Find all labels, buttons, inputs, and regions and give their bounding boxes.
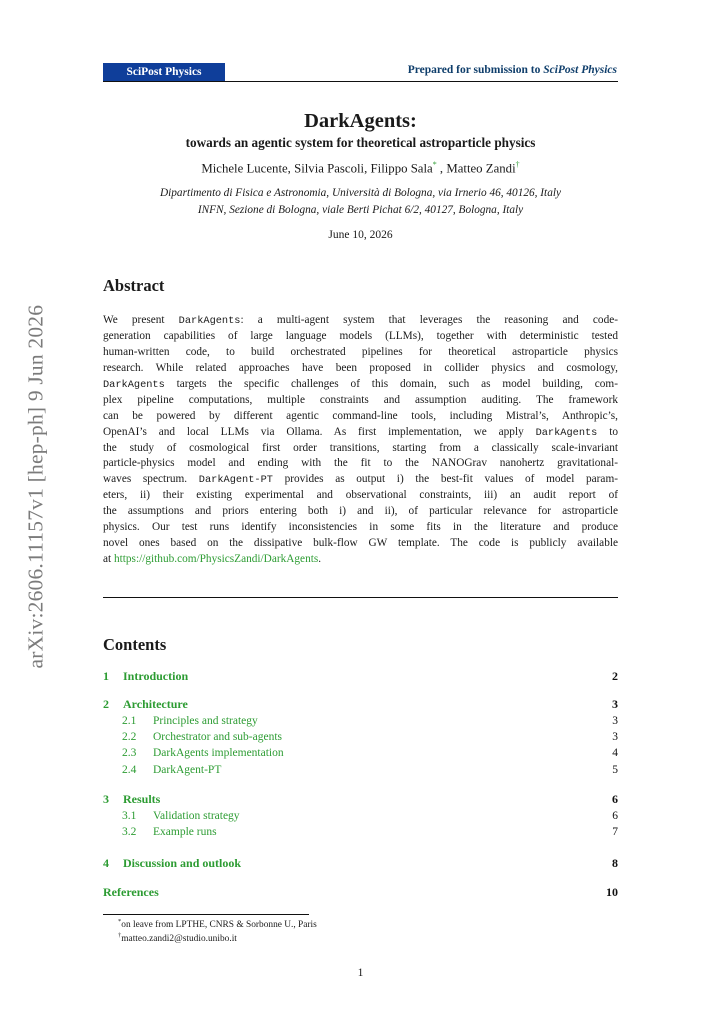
toc-entry-page: 6 — [612, 810, 618, 822]
toc-entry-label[interactable] — [122, 715, 258, 727]
paper-date: June 10, 2026 — [328, 229, 393, 241]
toc-entry-page: 3 — [612, 715, 618, 727]
abstract-text: research. While related approaches have been proposed in collider physics and cosmology, — [103, 361, 618, 374]
toc-entry-label[interactable] — [103, 856, 241, 871]
toc-entry-title[interactable]: Introduction — [123, 669, 189, 683]
toc-entry-number: 2.3 — [122, 747, 137, 759]
abstract-text: to — [597, 425, 618, 438]
code-name: DarkAgents — [103, 378, 165, 391]
toc-entry-label[interactable] — [122, 764, 221, 776]
toc-entry-page: 10 — [606, 885, 618, 899]
toc-subsection[interactable] — [122, 826, 618, 838]
page-number: 1 — [357, 967, 364, 979]
abstract-text: waves spectrum. — [103, 473, 199, 486]
toc-section[interactable] — [103, 697, 618, 712]
abstract-line — [103, 504, 618, 520]
abstract-line — [103, 409, 618, 425]
abstract-text: novel ones based on the dissipative bulk-flow GW template. The code is publicly available — [103, 537, 618, 550]
toc-entry-number: 2.4 — [122, 764, 137, 776]
toc-entry-title[interactable]: Orchestrator and sub-agents — [153, 731, 283, 743]
toc-section[interactable] — [103, 856, 618, 871]
abstract-line — [103, 393, 618, 409]
toc-entry-number: 1 — [103, 669, 109, 683]
prepared-for-submission — [408, 64, 617, 76]
toc-section[interactable] — [103, 792, 618, 807]
abstract-text: physics. Our test runs identify inconsistencies in some fits in the literature and produce — [103, 521, 618, 534]
abstract-text: generation capabilities of large language models (LLMs), together with deterministic tested — [103, 329, 618, 342]
contents-heading: Contents — [103, 635, 167, 654]
code-name: DarkAgent-PT — [198, 474, 273, 487]
abstract-text: : a multi-agent system that leverages the reasoning and code- — [240, 314, 618, 326]
toc-entry-page: 3 — [612, 697, 618, 711]
toc-entry-page: 3 — [612, 731, 618, 743]
author-name: Michele Lucente, — [201, 161, 295, 176]
abstract-line — [103, 456, 618, 472]
abstract-line — [103, 552, 618, 568]
github-link[interactable]: https://github.com/PhysicsZandi/DarkAgents — [113, 553, 319, 566]
toc-entry-title[interactable]: Results — [123, 792, 161, 806]
paper-title: DarkAgents: — [304, 110, 417, 132]
toc-entry-title[interactable]: References — [103, 885, 159, 899]
prepared-prefix: Prepared for submission to — [407, 64, 541, 76]
code-name: DarkAgents — [535, 426, 598, 439]
toc-entry-number: 2.2 — [122, 731, 137, 743]
toc-entry-number: 2.1 — [122, 715, 137, 727]
paper-subtitle: towards an agentic system for theoretical astroparticle physics — [185, 135, 536, 150]
toc-section[interactable] — [103, 669, 618, 684]
abstract-text: the study of cosmological first order transitions, starting from a classically scale-invariant — [103, 441, 618, 454]
footnote-text: matteo.zandi2@studio.unibo.it — [121, 934, 237, 945]
abstract-line — [103, 313, 618, 329]
toc-entry-title[interactable]: Validation strategy — [153, 810, 240, 822]
affiliation-1: Dipartimento di Fisica e Astronomia, Università di Bologna, via Irnerio 46, 40126, Italy — [159, 187, 561, 199]
toc-entry-label[interactable] — [103, 697, 188, 712]
author-list — [103, 160, 618, 176]
abstract-line — [103, 441, 618, 457]
abstract-line — [103, 425, 618, 441]
abstract-line — [103, 472, 618, 488]
toc-entry-label[interactable] — [122, 826, 217, 838]
abstract-text: human-written code, to build orchestrated pipelines for theoretical astroparticle physics — [103, 345, 618, 358]
abstract-body — [103, 313, 618, 568]
abstract-text: can be powered by different agentic command-line tools, including Mistral’s, Anthropic’s, — [103, 409, 618, 422]
toc-entry-page: 8 — [612, 856, 618, 870]
toc-entry-label[interactable] — [103, 885, 159, 900]
abstract-line — [103, 377, 618, 393]
toc-entry-page: 4 — [612, 747, 618, 759]
toc-entry-title[interactable]: Architecture — [123, 697, 188, 711]
author-name: Filippo Sala — [370, 161, 433, 176]
footnote — [118, 932, 237, 944]
toc-subsection[interactable] — [122, 764, 618, 776]
toc-entry-title[interactable]: DarkAgents implementation — [153, 747, 284, 759]
abstract-text: provides as output i) the best-fit values of model param- — [272, 473, 618, 486]
author-footnote-mark[interactable]: † — [515, 160, 520, 169]
toc-entry-page: 7 — [612, 826, 618, 838]
footnote-text: on leave from LPTHE, CNRS & Sorbonne U., Paris — [121, 920, 317, 931]
abstract-text: OpenAI’s and local LLMs via Ollama. As first implementation, we apply — [103, 425, 536, 438]
header-rule — [103, 81, 618, 82]
toc-entry-number: 2 — [103, 697, 109, 711]
toc-entry-label[interactable] — [122, 731, 282, 743]
toc-entry-label[interactable] — [103, 792, 160, 807]
toc-entry-number: 3 — [103, 792, 109, 806]
toc-entry-label[interactable] — [122, 810, 240, 822]
abstract-text: eters, ii) their existing experimental and observational constraints, iii) an audit report of — [103, 489, 618, 502]
affiliation-2: INFN, Sezione di Bologna, viale Berti Pichat 6/2, 40127, Bologna, Italy — [197, 204, 524, 216]
footnote-mark: * — [118, 918, 122, 925]
toc-entry-title[interactable]: DarkAgent-PT — [153, 764, 222, 776]
toc-subsection[interactable] — [122, 747, 618, 759]
toc-entry-title[interactable]: Example runs — [153, 826, 217, 838]
footnote — [118, 918, 317, 930]
toc-entry-title[interactable]: Discussion and outlook — [123, 856, 242, 870]
toc-subsection[interactable] — [122, 731, 618, 743]
toc-subsection[interactable] — [122, 715, 618, 727]
toc-entry-number: 3.2 — [122, 826, 137, 838]
abstract-text: We present — [103, 314, 179, 326]
abstract-text: particle-physics model and ending with the fit to the NANOGrav nanohertz gravitational- — [103, 457, 618, 470]
abstract-line — [103, 488, 618, 504]
abstract-line — [103, 520, 618, 536]
toc-subsection[interactable] — [122, 810, 618, 822]
abstract-line — [103, 361, 618, 377]
arxiv-identifier: arXiv:2606.11157v1 [hep-ph] 9 Jun 2026 — [23, 304, 48, 669]
toc-entry-page: 6 — [612, 792, 618, 806]
abstract-line — [103, 345, 618, 361]
toc-entry-page: 2 — [612, 669, 618, 683]
abstract-text: targets the specific challenges of this domain, such as model building, com- — [164, 377, 618, 390]
abstract-line — [103, 536, 618, 552]
footnote-rule — [103, 914, 309, 915]
toc-entry-number: 3.1 — [122, 810, 137, 822]
author-name: , Matteo Zandi — [436, 161, 516, 176]
abstract-line — [103, 329, 618, 345]
code-name: DarkAgents — [178, 315, 241, 327]
abstract-text: plex pipeline computations, multiple constraints and assumption auditing. The framework — [103, 393, 618, 406]
toc-entry-label[interactable] — [103, 669, 188, 684]
abstract-rule — [103, 597, 618, 598]
author-footnote-mark[interactable]: * — [432, 160, 437, 169]
toc-entry-page: 5 — [612, 764, 618, 776]
toc-entry-title[interactable]: Principles and strategy — [153, 715, 258, 727]
author-name: Silvia Pascoli, — [294, 161, 371, 176]
toc-entry-label[interactable] — [122, 747, 284, 759]
abstract-heading: Abstract — [103, 276, 165, 295]
toc-section[interactable] — [103, 885, 618, 900]
footnote-mark: † — [118, 932, 122, 939]
abstract-text: at — [103, 553, 114, 566]
abstract-text: . — [318, 553, 322, 566]
journal-badge[interactable]: SciPost Physics — [103, 63, 225, 81]
abstract-text: the assumptions and priors entering both i) and ii), of particular relevance for astroparticle — [103, 505, 618, 518]
prepared-journal: SciPost Physics — [543, 64, 617, 76]
toc-entry-number: 4 — [103, 856, 109, 870]
